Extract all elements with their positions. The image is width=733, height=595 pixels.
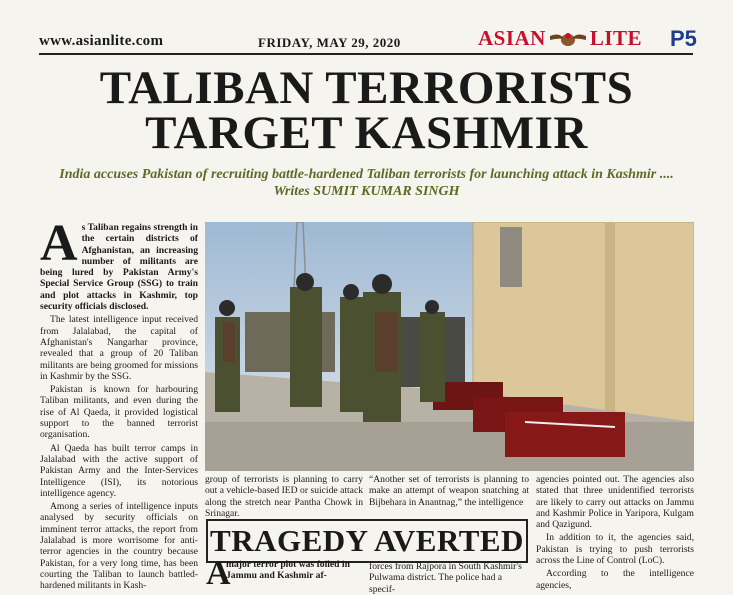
headline-line-1: TALIBAN TERRORISTS xyxy=(99,62,634,114)
photo-illustration xyxy=(205,222,694,471)
article-column-4 xyxy=(536,474,694,593)
col4-paragraph-1: agencies pointed out. The agencies also stated that three unidentified terrorists are likely to carry out attacks on Jammu and Kashmir Police in Yaripora, Kulgam and Qazigund. xyxy=(536,474,694,531)
col3-paragraph: “Another set of terrorists is planning to make an attempt of weapon snatching at Bijbehara in Anantnag,” the intelligence xyxy=(369,474,529,508)
sidebar-lead-text: major terror plot was foiled in Jammu and Kashmir af- xyxy=(226,559,350,582)
drop-cap: A xyxy=(40,215,78,272)
headline xyxy=(0,62,733,159)
col2-paragraph: group of terrorists is planning to carry out a vehicle-based IED or suicide attack along the stretch near Pantha Chowk in Srinagar. xyxy=(205,474,363,519)
paragraph-3: Al Qaeda has built terror camps in Jalalabad with the active support of Pakistan Army and the Inter-Services Intelligence (ISI), its notorious intelligence agency. xyxy=(40,442,198,499)
masthead-rule xyxy=(39,53,693,55)
col4-paragraph-2: In addition to it, the agencies said, Pakistan is trying to push terrorists across the Line of Control (LoC). xyxy=(536,532,694,567)
article-column-2 xyxy=(205,474,363,521)
article-lead xyxy=(40,215,198,313)
headline-line-2: TARGET KASHMIR xyxy=(145,107,588,159)
eagle-emblem-icon xyxy=(548,30,588,48)
col4-paragraph-3: According to the intelligence agencies, xyxy=(536,568,694,591)
sidebar-title: TRAGEDY AVERTED xyxy=(206,519,528,563)
sidebar-lead xyxy=(206,555,362,592)
paragraph-2: Pakistan is known for harbouring Taliban militants, and even during the rise of Al Qaeda, it provided logistical support to the banned terrorist organisation. xyxy=(40,384,198,441)
lead-paragraph: s Taliban regains strength in the certain districts of Afghanistan, an increasing number of militants are being lured by Pakistan Army's Special Service Group (SSG) to train and plot attacks in Kashmir, top security officials disclosed. xyxy=(40,222,198,313)
article-column-1 xyxy=(40,215,198,594)
asianlite-logo xyxy=(478,26,642,51)
website-url: www.asianlite.com xyxy=(39,33,164,49)
deck: India accuses Pakistan of recruiting battle-hardened Taliban terrorists for launching attack in Kashmir .... Writes SUMIT KUMAR SINGH xyxy=(59,167,674,199)
paragraph-4: Among a series of intelligence inputs analysed by security officials on imminent terror attacks, the report from Jalalabad is more worrisome for anti-terror agencies in the country because Pakistan, for a very long time, has been courting the Taliban to launch battled-hardened militants in Kash- xyxy=(40,501,198,592)
page-number: P5 xyxy=(670,26,697,51)
logo-text-left: ASIAN xyxy=(478,26,546,50)
article-column-3 xyxy=(369,474,529,510)
logo-text-right: LITE xyxy=(589,26,643,50)
sidebar-drop-cap: A xyxy=(206,555,231,592)
news-photo xyxy=(205,222,694,471)
paragraph-1: The latest intelligence input received from Jalalabad, the capital of Afghanistan's Nangarhar province, revealed that a group of 20 Taliban militants are being groomed for missions in Kashmir by the SSG. xyxy=(40,314,198,382)
sidebar-column-2: forces from Rajpora in South Kashmir's Pulwama district. The police had a specif- xyxy=(369,561,522,595)
issue-date: FRIDAY, MAY 29, 2020 xyxy=(258,35,401,50)
